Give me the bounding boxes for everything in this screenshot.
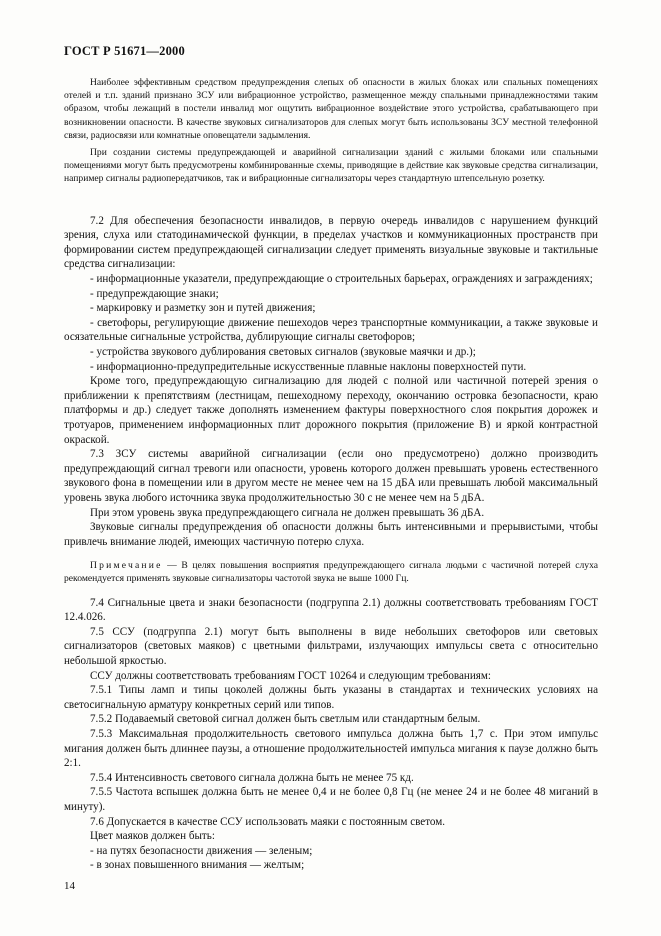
- note: [64, 559, 598, 585]
- paragraph: ССУ должны соответствовать требованиям ГОСТ 10264 и следующим требованиям:: [90, 669, 491, 682]
- list-item: - предупреждающие знаки;: [90, 287, 219, 300]
- intro-section: [64, 76, 598, 186]
- page-content: [64, 76, 598, 873]
- page-header: ГОСТ Р 51671—2000: [64, 44, 185, 58]
- intro-paragraph: Наиболее эффективным средством предупреждения слепых об опасности в жилых блоках или спальных помещениях отелей и т.п. зданий признано ЗСУ или вибрационное устройство, размещенное между спальными принадлежностями таким образом, чтобы лежащий в постели инвалид мог ощутить вибрационное воздействие этого устройства, срабатывающего при возникновении опасности. В качестве звуковых сигнализаторов для слепых могут быть использованы ЗСУ местной телефонной связи, радиосвязи или комнатные оповещатели задымления.: [64, 77, 598, 141]
- list-item: - информационные указатели, предупреждающие о строительных барьерах, ограждениях и заграждениях;: [90, 273, 593, 285]
- intro-paragraph: При создании системы предупреждающей и аварийной сигнализации зданий с жилыми блоками или спальными помещениями могут быть предусмотрены комбинированные схемы, приводящие в действие как звуковые средства сигнализации, например сигналы радиопередатчиков, так и вибрационные сигнализаторы через стандартную штепсельную розетку.: [64, 147, 598, 185]
- note-text: — В целях повышения восприятия предупреждающего сигнала людьми с частичной потерей слуха рекомендуется применять звуковые сигнализаторы частотой звука не выше 1000 Гц.: [64, 560, 598, 585]
- paragraph: 7.6 Допускается в качестве ССУ использовать маяки с постоянным светом.: [90, 815, 446, 828]
- paragraph: Кроме того, предупреждающую сигнализацию для людей с полной или частичной потерей зрения о приближении к препятствиям (лестницам, пешеходному переходу, окончанию островка безопасности, краю платформы и др.) следует также дополнять изменением фактуры поверхностного слоя покрытия дорожек и тротуаров, применением информационных плит дорожного покрытия (приложение В) и яркой контрастной окраской.: [64, 375, 598, 446]
- paragraph: 7.5.1 Типы ламп и типы цоколей должны быть указаны в стандартах и технических условиях на светосигнальную арматуру конкретных серий или типов.: [64, 684, 598, 711]
- paragraph: 7.4 Сигнальные цвета и знаки безопасности (подгруппа 2.1) должны соответствовать требованиям ГОСТ 12.4.026.: [64, 596, 598, 624]
- page-number: 14: [64, 880, 75, 892]
- note-lead: Примечание: [90, 560, 163, 572]
- list-item: - светофоры, регулирующие движение пешеходов через транспортные коммуникации, а также звуковые и осязательные сигнальные устройства, дублирующие сигналы светофоров;: [64, 316, 598, 344]
- paragraph: Цвет маяков должен быть:: [90, 830, 215, 843]
- paragraph: 7.5 ССУ (подгруппа 2.1) могут быть выполнены в виде небольших светофоров или световых сигнализаторов (световых маяков) с цветными фильтрами, излучающих импульсы света с относительно небольшой яркостью.: [64, 625, 598, 668]
- list-item: - в зонах повышенного внимания — желтым;: [90, 859, 305, 872]
- paragraph: 7.3 ЗСУ системы аварийной сигнализации (если оно предусмотрено) должно производить предупреждающий сигнал тревоги или опасности, уровень которого должен превышать уровень естественного звукового фона в помещении или в другом месте не менее чем на 15 дБA или превышать любой максимальный уровень звука любого источника звука продолжительностью 30 с не менее чем на 5 дБA.: [64, 448, 598, 504]
- paragraph: Звуковые сигналы предупреждения об опасности должны быть интенсивными и прерывистыми, чтобы привлечь внимание людей, имеющих частичную потерю слуха.: [64, 521, 598, 548]
- main-section-2: [64, 596, 598, 873]
- list-item: - устройства звукового дублирования световых сигналов (звуковые маячки и др.);: [90, 345, 476, 358]
- paragraph: 7.5.3 Максимальная продолжительность светового импульса должна быть 1,7 с. При этом импульс мигания должен быть длиннее паузы, а отношение продолжительностей импульса мигания к паузе должно быть 2:1.: [64, 728, 598, 770]
- paragraph: При этом уровень звука предупреждающего сигнала не должен превышать 36 дБA.: [90, 506, 485, 519]
- main-section-1: [64, 214, 598, 550]
- list-item: - информационно-предупредительные искусственные плавные наклоны поверхностей пути.: [90, 360, 527, 373]
- paragraph: 7.2 Для обеспечения безопасности инвалидов, в первую очередь инвалидов с нарушением функций зрения, слуха или статодинамической функции, в пределах участков и коммуникационных пространств при формировании систем предупреждающей сигнализации следует применять визуальные звуковые и тактильные средства сигнализации:: [64, 214, 598, 271]
- list-item: - маркировку и разметку зон и путей движения;: [90, 302, 316, 315]
- paragraph: 7.5.4 Интенсивность светового сигнала должна быть не менее 75 кд.: [90, 771, 414, 784]
- paragraph: 7.5.5 Частота вспышек должна быть не менее 0,4 и не более 0,8 Гц (не менее 24 и не более 48 миганий в минуту).: [64, 786, 598, 813]
- paragraph: 7.5.2 Подаваемый световой сигнал должен быть светлым или стандартным белым.: [90, 713, 481, 726]
- list-item: - на путях безопасности движения — зеленым;: [90, 844, 313, 857]
